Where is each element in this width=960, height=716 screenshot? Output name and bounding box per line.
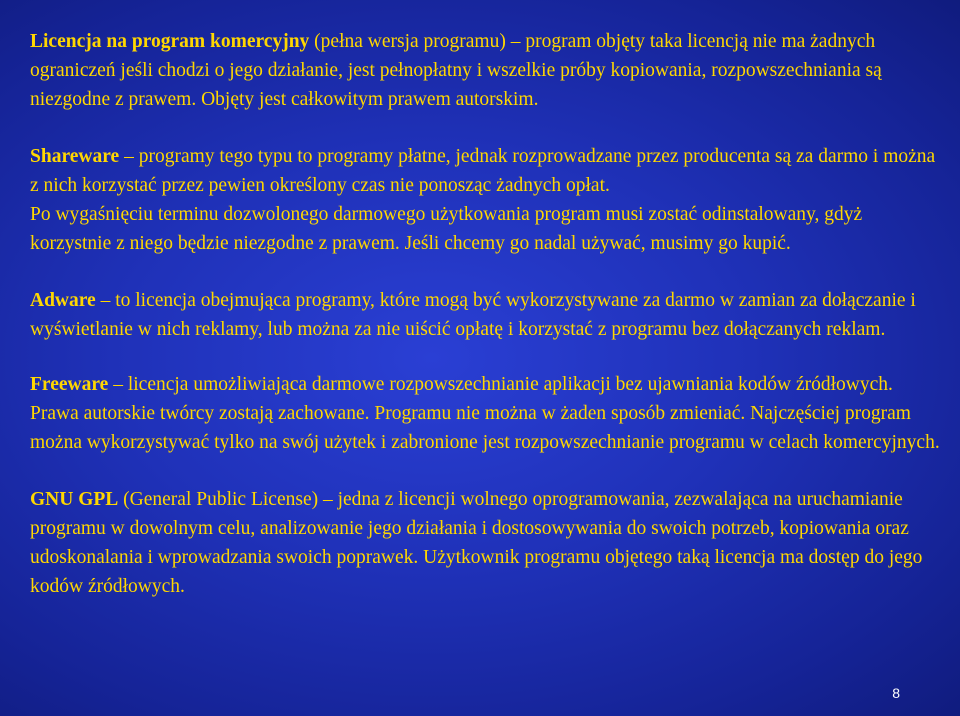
gnu-gpl-definition: jedna z licencji wolnego oprogramowania, zezwalająca na uruchamianie programu w dowolnym celu, analizowanie jego działania i dostosowywania do swoich potrzeb, kopiowania oraz udoskonalania i wprowadzania swoich poprawek. Użytkownik programu objętego taką licencja ma dostęp do jego kodów źródłowych. [30,489,923,597]
paragraph-shareware [30,142,945,200]
term-freeware: Freeware [30,374,109,395]
gnu-gpl-dash: – [322,489,333,510]
slide-content [30,27,945,601]
term-gnu-gpl: GNU GPL [30,489,119,510]
term-commercial-license: Licencja na program komercyjny [30,31,310,52]
shareware-definition: programy tego typu to programy płatne, jednak rozprowadzane przez producenta są za darmo i można z nich korzystać przez pewien określony czas nie ponosząc żadnych opłat. [30,146,936,196]
commercial-license-dash: – [510,31,521,52]
term-shareware: Shareware [30,146,120,167]
commercial-license-definition: program objęty taka licencją nie ma żadnych ograniczeń jeśli chodzi o jego działanie, jest pełnopłatny i wszelkie próby kopiowania, rozpowszechniania są niezgodne z prawem. Objęty jest całkowitym prawem autorskim. [30,31,882,110]
paragraph-commercial-license [30,27,945,114]
paragraph-adware [30,286,945,344]
gnu-gpl-paren: (General Public License) [118,489,323,510]
shareware-dash: – [119,146,139,167]
adware-dash: – [95,290,116,311]
term-adware: Adware [30,290,96,311]
shareware-continuation: Po wygaśnięciu terminu dozwolonego darmowego użytkowania program musi zostać odinstalowany, gdyż korzystnie z niego będzie niezgodne z prawem. Jeśli chcemy go nadal używać, musimy go kupić. [30,204,863,254]
page-number: 8 [892,685,900,701]
freeware-dash: – [108,374,128,395]
freeware-definition: licencja umożliwiająca darmowe rozpowszechnianie aplikacji bez ujawniania kodów źródłowych. Prawa autorskie twórcy zostają zachowane. Programu nie można w żaden sposób zmieniać. Najczęściej program można wykorzystywać tylko na swój użytek i zabronione jest rozpowszechnianie programu w celach komercyjnych. [30,374,940,453]
adware-definition: to licencja obejmująca programy, które mogą być wykorzystywane za darmo w zamian za dołączanie i wyświetlanie w nich reklamy, lub można za nie uiścić opłatę i korzystać z programu bez dołączanych reklam. [30,290,916,340]
paragraph-shareware-continuation [30,200,945,258]
paragraph-freeware [30,370,945,457]
paragraph-gnu-gpl [30,485,945,601]
commercial-license-paren: (pełna wersja programu) [309,31,511,52]
